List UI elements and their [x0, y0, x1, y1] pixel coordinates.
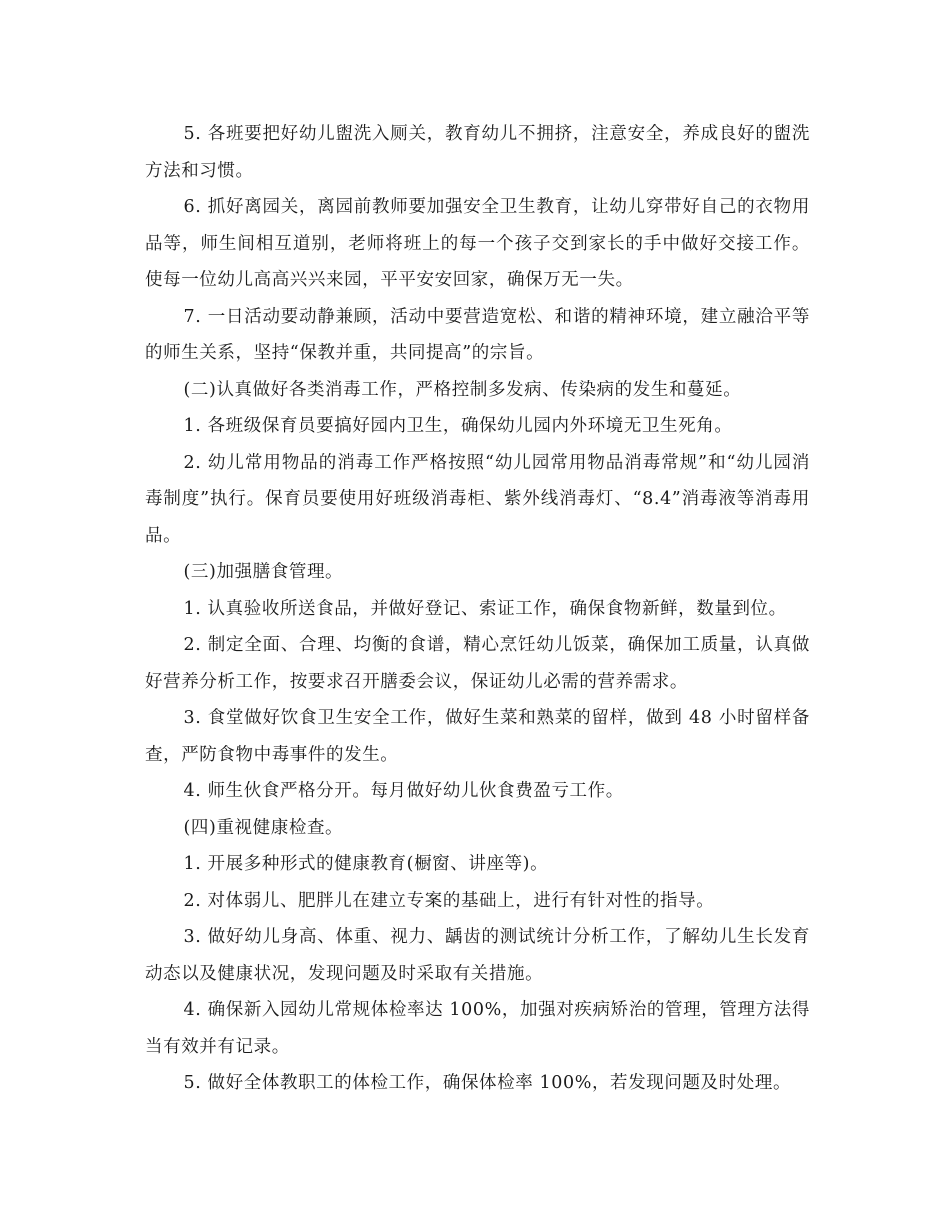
section-heading-4: (四)重视健康检查。	[183, 817, 344, 838]
paragraph-1: 6. 抓好离园关，离园前教师要加强安全卫生教育，让幼儿穿带好自己的衣物用品等，师生间相互道别，老师将班上的每一个孩子交到家长的手中做好交接工作。使每一位幼儿高高兴兴来园，平平安安回家，确保万无一失。	[145, 197, 810, 290]
paragraph-4: 1. 各班级保育员要搞好园内卫生，确保幼儿园内外环境无卫生死角。	[183, 416, 733, 436]
paragraph-13: 2. 对体弱儿、肥胖儿在建立专案的基础上，进行有针对性的指导。	[183, 890, 715, 911]
paragraph-2: 7. 一日活动要动静兼顾，活动中要营造宽松、和谐的精神环境，建立融洽平等的师生关系，坚持“保教并重，共同提高”的宗旨。	[145, 306, 810, 363]
paragraph-8: 2. 制定全面、合理、均衡的食谱，精心烹饪幼儿饭菜，确保加工质量，认真做好营养分析工作，按要求召开膳委会议，保证幼儿必需的营养需求。	[145, 635, 810, 692]
paragraph-0: 5. 各班要把好幼儿盥洗入厕关，教育幼儿不拥挤，注意安全，养成良好的盥洗方法和习惯。	[145, 124, 810, 181]
paragraph-15: 4. 确保新入园幼儿常规体检率达 100%，加强对疾病矫治的管理，管理方法得当有效并有记录。	[145, 1000, 810, 1057]
paragraph-14: 3. 做好幼儿身高、体重、视力、龋齿的测试统计分析工作，了解幼儿生长发育动态以及健康状况，发现问题及时采取有关措施。	[145, 927, 810, 984]
paragraph-7: 1. 认真验收所送食品，并做好登记、索证工作，确保食物新鲜，数量到位。	[183, 598, 787, 619]
document-body	[145, 116, 810, 1102]
paragraph-9: 3. 食堂做好饮食卫生安全工作，做好生菜和熟菜的留样，做到 48 小时留样备查，严防食物中毒事件的发生。	[145, 708, 810, 765]
section-heading-3: (三)加强膳食管理。	[183, 562, 344, 582]
paragraph-10: 4. 师生伙食严格分开。每月做好幼儿伙食费盈亏工作。	[183, 781, 624, 801]
paragraph-12: 1. 开展多种形式的健康教育(橱窗、讲座等)。	[183, 854, 549, 874]
section-heading-2: (二)认真做好各类消毒工作，严格控制多发病、传染病的发生和蔓延。	[183, 379, 742, 400]
paragraph-16: 5. 做好全体教职工的体检工作，确保体检率 100%，若发现问题及时处理。	[183, 1073, 792, 1093]
paragraph-5: 2. 幼儿常用物品的消毒工作严格按照“幼儿园常用物品消毒常规”和“幼儿园消毒制度”执行。保育员要使用好班级消毒柜、紫外线消毒灯、“8.4”消毒液等消毒用品。	[145, 452, 810, 546]
